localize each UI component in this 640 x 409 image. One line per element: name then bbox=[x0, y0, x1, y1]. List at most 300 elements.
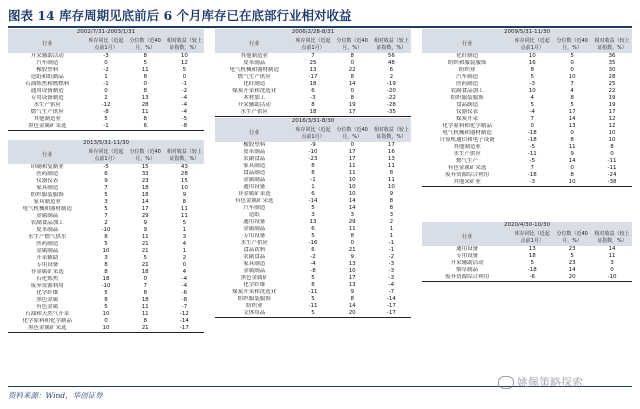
cell-industry: 医药制造 bbox=[36, 171, 59, 177]
table-row bbox=[422, 102, 632, 109]
cell-percentile: 23 bbox=[141, 178, 149, 184]
table-row bbox=[215, 254, 411, 261]
col-header-industry: 行业 bbox=[215, 36, 293, 53]
table-row bbox=[8, 102, 204, 109]
cell-industry: 纺织服装服饰 bbox=[450, 95, 484, 101]
cell-percentile: 19 bbox=[348, 102, 356, 108]
cell-percentile: 9 bbox=[570, 151, 574, 157]
cell-relative-return: 36 bbox=[608, 53, 616, 59]
cell-relative-return: -12 bbox=[179, 311, 189, 317]
cell-percentile: 10 bbox=[348, 191, 356, 197]
cell-relative-return: 9 bbox=[182, 192, 187, 198]
table-row bbox=[8, 248, 204, 255]
cell-inventory-yoy: 5 bbox=[311, 205, 315, 211]
table-bottom-rule bbox=[422, 281, 632, 282]
cell-industry: 电气机械和器材制造 bbox=[22, 206, 72, 212]
cell-relative-return: -8 bbox=[181, 297, 188, 303]
cell-percentile: 11 bbox=[348, 170, 356, 176]
cell-relative-return: -4 bbox=[181, 283, 188, 289]
table-row bbox=[215, 142, 411, 149]
cell-industry: 开采辅助活动 bbox=[450, 260, 484, 266]
cell-relative-return: 2 bbox=[182, 255, 187, 261]
cell-industry: 化学原料和化学制品 bbox=[442, 123, 492, 129]
cell-relative-return: 14 bbox=[608, 246, 616, 252]
cell-inventory-yoy: -17 bbox=[308, 74, 318, 80]
col-header-inventory: 库存同比（近起点前1月） bbox=[293, 36, 332, 53]
table-row bbox=[8, 123, 204, 130]
cell-percentile: 0 bbox=[350, 142, 354, 148]
cell-relative-return: -14 bbox=[386, 296, 396, 302]
cell-relative-return: 17 bbox=[387, 142, 395, 148]
table-row bbox=[422, 137, 632, 144]
cell-industry: 开采辅助活动 bbox=[237, 102, 271, 108]
cell-relative-return: -8 bbox=[181, 123, 188, 129]
cell-inventory-yoy: 10 bbox=[102, 311, 110, 317]
cell-relative-return: 1 bbox=[389, 233, 394, 239]
table-row bbox=[215, 205, 411, 212]
cell-relative-return: 11 bbox=[180, 206, 188, 212]
cell-inventory-yoy: -5 bbox=[529, 144, 535, 150]
table-row bbox=[215, 296, 411, 303]
table-body bbox=[422, 53, 632, 186]
cell-industry: 仪器仪表 bbox=[36, 178, 59, 184]
table-row bbox=[8, 95, 204, 102]
col-header-percentile: 分位数（近40月，%） bbox=[333, 36, 372, 53]
cell-percentile: 13 bbox=[568, 123, 576, 129]
cell-inventory-yoy: 8 bbox=[104, 269, 108, 275]
table-row bbox=[215, 163, 411, 170]
cell-industry: 农副食品加工 bbox=[450, 88, 484, 94]
cell-relative-return: 1 bbox=[182, 227, 187, 233]
cell-inventory-yoy: 6 bbox=[311, 226, 315, 232]
cell-relative-return: -11 bbox=[607, 158, 617, 164]
table-row bbox=[8, 185, 204, 192]
table-row bbox=[8, 109, 204, 116]
table-body bbox=[422, 246, 632, 281]
cell-inventory-yoy: 5 bbox=[311, 310, 315, 316]
cell-percentile: 18 bbox=[141, 269, 149, 275]
cell-inventory-yoy: 7 bbox=[104, 185, 108, 191]
table-row bbox=[8, 164, 204, 171]
cell-industry: 水生产燃气供水 bbox=[27, 234, 67, 240]
cell-industry: 烟草制品 bbox=[456, 267, 479, 273]
cell-industry: 农副食品 bbox=[243, 254, 266, 260]
table-body bbox=[215, 53, 411, 116]
cell-industry: 燃气生产供应 bbox=[30, 109, 64, 115]
table-row bbox=[8, 116, 204, 123]
cell-inventory-yoy: 7 bbox=[530, 165, 534, 171]
cell-industry: 食品制造 bbox=[456, 102, 479, 108]
cell-percentile: 21 bbox=[348, 247, 356, 253]
cell-industry: 通用设备制造 bbox=[30, 88, 64, 94]
cell-relative-return: -2 bbox=[181, 88, 188, 94]
cell-industry: 有色金属矿采选 bbox=[447, 165, 487, 171]
cell-relative-return: -17 bbox=[179, 325, 189, 331]
col-header-industry: 行业 bbox=[422, 36, 512, 53]
cell-percentile: 13 bbox=[348, 282, 356, 288]
cell-relative-return: 2 bbox=[389, 219, 394, 225]
cell-percentile: 29 bbox=[348, 219, 356, 225]
col-header-percentile: 分位数（近40月，%） bbox=[552, 36, 592, 53]
cell-inventory-yoy: 5 bbox=[104, 206, 108, 212]
col-header-relative-return: 相对收益（较上证指数，%） bbox=[592, 229, 632, 246]
cell-relative-return: 10 bbox=[608, 130, 616, 136]
cell-industry: 纺织业 bbox=[245, 303, 263, 309]
table-row bbox=[215, 170, 411, 177]
cell-percentile: 18 bbox=[141, 192, 149, 198]
cell-industry: 黑色金属 bbox=[36, 297, 59, 303]
cell-industry: 食品制造 bbox=[243, 170, 266, 176]
table-body bbox=[8, 164, 204, 332]
table-row bbox=[8, 81, 204, 88]
cell-inventory-yoy: -2 bbox=[103, 67, 109, 73]
cell-industry: 造纸和纸制品 bbox=[30, 74, 64, 80]
cell-relative-return: 8 bbox=[610, 144, 614, 150]
cell-percentile: 0 bbox=[570, 130, 574, 136]
cell-industry: 水生产供应 bbox=[33, 102, 61, 108]
table-row bbox=[422, 74, 632, 81]
cell-relative-return: 10 bbox=[387, 184, 395, 190]
cell-percentile: 17 bbox=[348, 109, 356, 115]
cell-percentile: 29 bbox=[141, 213, 149, 219]
cell-percentile: 10 bbox=[348, 177, 356, 183]
cell-relative-return: -3 bbox=[388, 261, 395, 267]
cell-inventory-yoy: 6 bbox=[104, 171, 108, 177]
cell-relative-return: 56 bbox=[387, 53, 395, 59]
cell-inventory-yoy: -11 bbox=[527, 151, 537, 157]
cell-percentile: 11 bbox=[141, 311, 149, 317]
cell-industry: 黑色金属矿 bbox=[240, 275, 268, 281]
cell-inventory-yoy: -1 bbox=[103, 123, 109, 129]
cell-percentile: 11 bbox=[348, 163, 356, 169]
cell-industry: 造纸 bbox=[248, 212, 260, 218]
cell-inventory-yoy: 5 bbox=[311, 275, 315, 281]
table-row bbox=[215, 74, 411, 81]
cell-percentile: 8 bbox=[143, 318, 147, 324]
cell-relative-return: 11 bbox=[387, 177, 395, 183]
cell-percentile: 17 bbox=[568, 109, 576, 115]
table-row bbox=[8, 283, 204, 290]
cell-percentile: 21 bbox=[141, 248, 149, 254]
cell-industry: 水生产供应 bbox=[240, 240, 268, 246]
cell-inventory-yoy: 5 bbox=[104, 116, 108, 122]
cell-inventory-yoy: 0 bbox=[104, 60, 108, 66]
cell-inventory-yoy: 2 bbox=[104, 220, 108, 226]
table-row bbox=[422, 165, 632, 172]
col-header-percentile: 分位数（近40月，%） bbox=[552, 229, 592, 246]
table-row bbox=[422, 260, 632, 267]
cell-percentile: 14 bbox=[348, 198, 356, 204]
cell-industry: 专用设备制造 bbox=[30, 95, 64, 101]
cell-industry: 燃气生产供应 bbox=[237, 74, 271, 80]
cell-inventory-yoy: 0 bbox=[104, 318, 108, 324]
table-bottom-rule bbox=[422, 186, 632, 187]
cell-percentile: 8 bbox=[143, 116, 147, 122]
cell-relative-return: 43 bbox=[180, 164, 188, 170]
cell-inventory-yoy: -6 bbox=[529, 274, 535, 280]
cell-relative-return: -22 bbox=[386, 95, 396, 101]
cell-relative-return: 0 bbox=[610, 151, 614, 157]
cell-inventory-yoy: 0 bbox=[104, 88, 108, 94]
cell-industry: 废弃资源综合利用 bbox=[445, 172, 490, 178]
cell-relative-return: -11 bbox=[607, 165, 617, 171]
cell-industry: 石油炼焦和核燃料 bbox=[25, 81, 70, 87]
cell-relative-return: 48 bbox=[387, 60, 395, 66]
cell-percentile: 7 bbox=[143, 283, 147, 289]
cell-inventory-yoy: 10 bbox=[528, 88, 536, 94]
cell-percentile: 0 bbox=[350, 88, 354, 94]
cell-inventory-yoy: -9 bbox=[310, 142, 316, 148]
table-row bbox=[422, 60, 632, 67]
cell-inventory-yoy: -12 bbox=[101, 102, 111, 108]
table-row bbox=[215, 247, 411, 254]
cell-percentile: 9 bbox=[350, 289, 354, 295]
period-label: 2013/5/31-11/30 bbox=[8, 140, 204, 147]
cell-percentile: 14 bbox=[568, 158, 576, 164]
cell-percentile: 0 bbox=[350, 240, 354, 246]
table-row bbox=[422, 253, 632, 260]
cell-industry: 通用设备 bbox=[243, 184, 266, 190]
period-label: 2009/5/31-11/30 bbox=[422, 29, 632, 36]
cell-percentile: 8 bbox=[143, 53, 147, 59]
cell-percentile: 0 bbox=[143, 276, 147, 282]
col-header-industry: 行业 bbox=[8, 147, 86, 164]
cell-relative-return: 5 bbox=[182, 220, 187, 226]
cell-industry: 石油和天然气开采 bbox=[25, 311, 70, 317]
cell-percentile: 8 bbox=[350, 95, 354, 101]
table-row bbox=[215, 275, 411, 282]
cell-relative-return: 8 bbox=[389, 198, 394, 204]
cell-relative-return: 13 bbox=[387, 156, 395, 162]
cell-industry: 有色金属矿采选 bbox=[234, 198, 274, 204]
cell-industry: 医药制造 bbox=[456, 81, 479, 87]
col-header-industry: 行业 bbox=[8, 36, 86, 53]
cell-inventory-yoy: 2 bbox=[104, 95, 108, 101]
table-row bbox=[215, 67, 411, 74]
panel-2009 bbox=[422, 29, 632, 187]
panel-2016 bbox=[215, 118, 411, 318]
cell-relative-return: 3 bbox=[610, 260, 614, 266]
cell-percentile: 20 bbox=[568, 274, 576, 280]
cell-industry: 其他制造业 bbox=[453, 144, 481, 150]
table-bottom-rule bbox=[215, 317, 411, 318]
col-header-relative-return: 相对收益（较上证指数，%） bbox=[165, 147, 204, 164]
table-row bbox=[8, 192, 204, 199]
table-row bbox=[215, 303, 411, 310]
cell-industry: 化纤制造 bbox=[456, 53, 479, 59]
col-header-relative-return: 相对收益（较上证指数，%） bbox=[592, 36, 632, 53]
cell-industry: 煤炭开采 bbox=[456, 116, 479, 122]
cell-relative-return: 22 bbox=[608, 88, 616, 94]
cell-relative-return: -4 bbox=[181, 109, 188, 115]
cell-relative-return: 5 bbox=[182, 67, 187, 73]
col-header-percentile: 分位数（近40月，%） bbox=[333, 125, 372, 142]
cell-industry: 开采辅助 bbox=[36, 255, 59, 261]
cell-relative-return: 15 bbox=[180, 178, 188, 184]
table-row bbox=[422, 274, 632, 281]
cell-percentile: 0 bbox=[570, 165, 574, 171]
cell-percentile: 0 bbox=[570, 60, 574, 66]
table-row bbox=[8, 318, 204, 325]
cell-industry: 金属制品 bbox=[243, 268, 266, 274]
cell-inventory-yoy: -5 bbox=[529, 158, 535, 164]
cell-percentile: 9 bbox=[350, 254, 354, 260]
cell-relative-return: -14 bbox=[179, 318, 189, 324]
cell-percentile: 13 bbox=[141, 95, 149, 101]
table-row bbox=[215, 109, 411, 116]
table-row bbox=[8, 241, 204, 248]
cell-percentile: 8 bbox=[570, 95, 574, 101]
table-row bbox=[8, 297, 204, 304]
cell-industry: 电气机械和器材制造 bbox=[442, 130, 492, 136]
cell-percentile: 18 bbox=[141, 185, 149, 191]
col-header-inventory: 库存同比（近起点前1月） bbox=[86, 147, 125, 164]
cell-relative-return: 11 bbox=[180, 213, 188, 219]
table-row bbox=[422, 123, 632, 130]
cell-industry: 纺织业 bbox=[458, 67, 476, 73]
cell-relative-return: 2 bbox=[389, 74, 394, 80]
cell-relative-return: -24 bbox=[607, 172, 617, 178]
cell-percentile: 14 bbox=[348, 205, 356, 211]
table-row bbox=[8, 290, 204, 297]
table-row bbox=[422, 81, 632, 88]
table-row bbox=[422, 95, 632, 102]
table-row bbox=[422, 151, 632, 158]
cell-relative-return: 30 bbox=[608, 67, 616, 73]
table-row bbox=[8, 171, 204, 178]
cell-percentile: 5 bbox=[143, 60, 147, 66]
cell-inventory-yoy: 10 bbox=[102, 325, 110, 331]
cell-industry: 非金属矿采选 bbox=[30, 269, 64, 275]
cell-industry: 皮革制品 bbox=[243, 149, 266, 155]
table-row bbox=[215, 156, 411, 163]
cell-inventory-yoy: 13 bbox=[528, 246, 536, 252]
table-row bbox=[215, 198, 411, 205]
cell-inventory-yoy: 8 bbox=[311, 102, 315, 108]
table-row bbox=[8, 234, 204, 241]
cell-inventory-yoy: -18 bbox=[527, 137, 537, 143]
cell-percentile: 7 bbox=[570, 81, 574, 87]
cell-industry: 家具制造业 bbox=[33, 199, 61, 205]
cell-industry: 农副食品 bbox=[243, 156, 266, 162]
cell-inventory-yoy: -4 bbox=[310, 261, 316, 267]
panel-2020 bbox=[422, 222, 632, 282]
table-row bbox=[215, 282, 411, 289]
cell-percentile: 11 bbox=[141, 304, 149, 310]
table-row bbox=[215, 261, 411, 268]
cell-relative-return: -17 bbox=[386, 310, 396, 316]
cell-industry: 医药制造 bbox=[36, 241, 59, 247]
cell-percentile: 10 bbox=[348, 184, 356, 190]
cell-inventory-yoy: -3 bbox=[103, 53, 109, 59]
cell-inventory-yoy: 7 bbox=[311, 53, 315, 59]
cell-percentile: 14 bbox=[348, 81, 356, 87]
cell-relative-return: -4 bbox=[181, 276, 188, 282]
cell-relative-return: -7 bbox=[388, 289, 395, 295]
col-header-inventory: 库存同比（近起点前1月） bbox=[512, 36, 552, 53]
cell-inventory-yoy: -14 bbox=[308, 198, 318, 204]
cell-relative-return: 0 bbox=[182, 262, 187, 268]
cell-percentile: 0 bbox=[570, 67, 574, 73]
cell-industry: 汽车制造 bbox=[243, 205, 266, 211]
table-row bbox=[215, 289, 411, 296]
table-row bbox=[215, 233, 411, 240]
cell-relative-return: 12 bbox=[608, 123, 616, 129]
cell-percentile: 10 bbox=[568, 179, 576, 185]
cell-relative-return: -4 bbox=[181, 102, 188, 108]
cell-percentile: 5 bbox=[570, 253, 574, 259]
cell-percentile: 5 bbox=[143, 255, 147, 261]
cell-percentile: 8 bbox=[143, 290, 147, 296]
table-row bbox=[422, 116, 632, 123]
table-row bbox=[215, 268, 411, 275]
cell-industry: 皮革制品 bbox=[36, 227, 59, 233]
cell-industry: 开采辅助活动 bbox=[30, 53, 64, 59]
cell-percentile: 8 bbox=[350, 296, 354, 302]
cell-percentile: 23 bbox=[568, 260, 576, 266]
cell-industry: 木材加工 bbox=[243, 95, 266, 101]
cell-inventory-yoy: 1 bbox=[104, 74, 108, 80]
cell-industry: 文体用品 bbox=[243, 310, 266, 316]
panel-2006 bbox=[215, 29, 411, 117]
cell-industry: 金属制品 bbox=[36, 213, 59, 219]
cell-percentile: 28 bbox=[141, 102, 149, 108]
cell-relative-return: 1 bbox=[389, 226, 394, 232]
cell-inventory-yoy: 6 bbox=[311, 88, 315, 94]
table-row bbox=[8, 67, 204, 74]
source-note: 资料来源：Wind，华创证券 bbox=[8, 391, 103, 400]
cell-relative-return: 4 bbox=[182, 269, 187, 275]
cell-inventory-yoy: 1 bbox=[311, 184, 315, 190]
table-row bbox=[8, 276, 204, 283]
cell-inventory-yoy: -11 bbox=[308, 289, 318, 295]
cell-relative-return: 19 bbox=[608, 95, 616, 101]
table-row bbox=[8, 53, 204, 60]
cell-relative-return: 28 bbox=[608, 74, 616, 80]
cell-inventory-yoy: -1 bbox=[310, 177, 316, 183]
panel-2013 bbox=[8, 140, 204, 333]
cell-relative-return: 3 bbox=[389, 212, 394, 218]
cell-inventory-yoy: 8 bbox=[104, 262, 108, 268]
cell-inventory-yoy: -10 bbox=[308, 149, 318, 155]
table-row bbox=[215, 102, 411, 109]
cell-industry: 家具制造 bbox=[36, 185, 59, 191]
cell-inventory-yoy: 13 bbox=[309, 219, 317, 225]
cell-percentile: 17 bbox=[348, 156, 356, 162]
cell-percentile: 11 bbox=[141, 234, 149, 240]
cell-inventory-yoy: 8 bbox=[311, 170, 315, 176]
cell-inventory-yoy: 18 bbox=[309, 81, 317, 87]
cell-inventory-yoy: 3 bbox=[311, 212, 315, 218]
cell-relative-return: -4 bbox=[181, 95, 188, 101]
cell-relative-return: -4 bbox=[388, 282, 395, 288]
cell-inventory-yoy: -8 bbox=[310, 268, 316, 274]
cell-percentile: 21 bbox=[141, 262, 149, 268]
cell-industry: 汽车制造 bbox=[456, 74, 479, 80]
cell-relative-return: -6 bbox=[181, 290, 188, 296]
col-header-relative-return: 相对收益（较上证指数，%） bbox=[372, 36, 411, 53]
cell-relative-return: 0 bbox=[610, 267, 614, 273]
cell-industry: 纺织和服装服饰 bbox=[447, 60, 487, 66]
cell-industry: 金属制品 bbox=[243, 226, 266, 232]
cell-inventory-yoy: -11 bbox=[308, 303, 318, 309]
figure-title-bar bbox=[8, 7, 632, 24]
cell-inventory-yoy: 5 bbox=[104, 290, 108, 296]
cell-industry: 汽车制造 bbox=[36, 60, 59, 66]
cell-relative-return: 19 bbox=[608, 102, 616, 108]
cell-relative-return: 10 bbox=[608, 137, 616, 143]
cell-industry: 水生产供应 bbox=[240, 109, 268, 115]
